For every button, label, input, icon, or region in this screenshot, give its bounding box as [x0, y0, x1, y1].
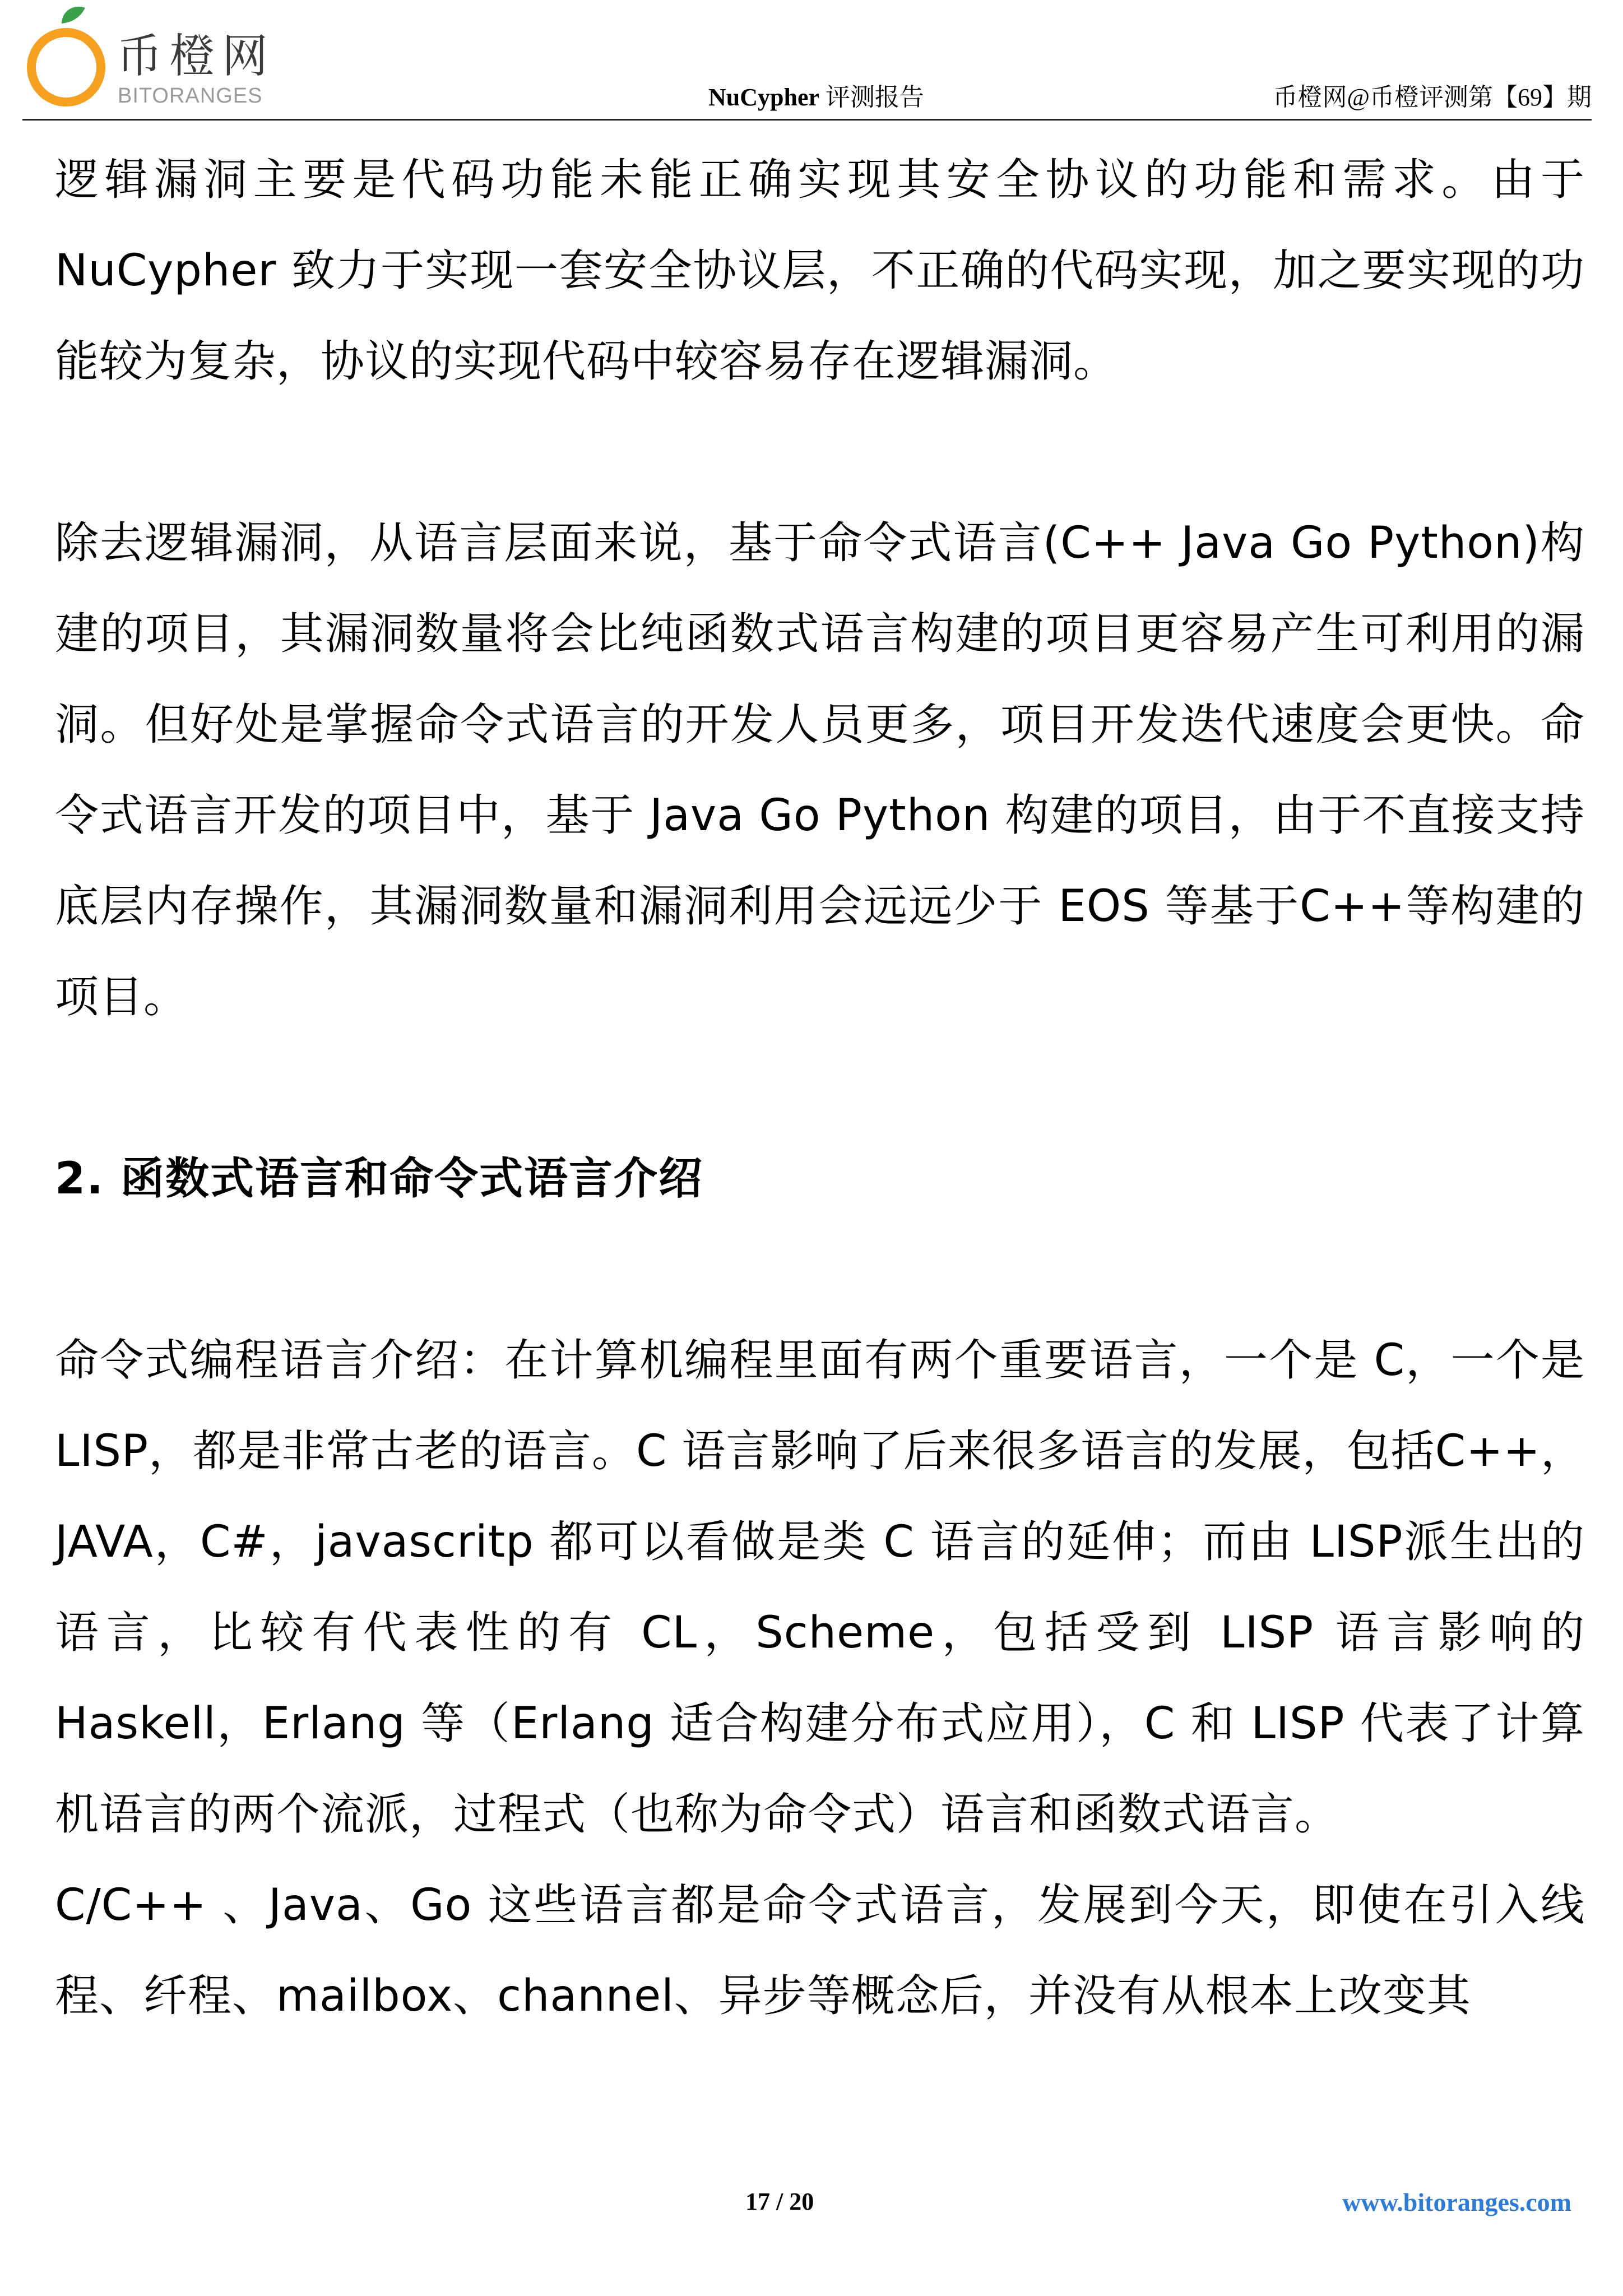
paragraph-logic-bugs: 逻辑漏洞主要是代码功能未能正确实现其安全协议的功能和需求。由于 NuCypher 致力于实现一套安全协议层，不正确的代码实现，加之要实现的功能较为复杂，协议的实现代码中较容易存在逻辑漏洞。	[55, 155, 1585, 387]
bitoranges-logo	[22, 0, 286, 121]
section-heading: 2. 函数式语言和命令式语言介绍	[55, 1154, 704, 1204]
orange-logo-icon	[22, 0, 118, 121]
paragraph-language-level: 除去逻辑漏洞，从语言层面来说，基于命令式语言(C++ Java Go Python)构建的项目，其漏洞数量将会比纯函数式语言构建的项目更容易产生可利用的漏洞。但好处是掌握命令式语言的开发人员更多，项目开发迭代速度会更快。命令式语言开发的项目中，基于 Java Go Python 构建的项目，由于不直接支持底层内存操作，其漏洞数量和漏洞利用会远远少于 EOS 等基于C++等构建的项目。	[55, 518, 1585, 1022]
document-title	[708, 85, 924, 110]
issue-label: 币橙网@币橙评测第【69】期	[1273, 84, 1592, 111]
header-divider	[22, 119, 1592, 121]
page-number: 17 / 20	[745, 2188, 814, 2215]
paragraph-gap	[55, 407, 1585, 498]
paragraph-imperative-languages: C/C++ 、Java、Go 这些语言都是命令式语言，发展到今天，即使在引入线程、纤程、mailbox、channel、异步等概念后，并没有从根本上改变其	[55, 1880, 1585, 2021]
logo-text-cn: 币橙网	[117, 30, 275, 83]
page-header	[22, 0, 1592, 121]
paragraph-gap	[55, 1043, 1585, 1133]
website-link[interactable]: www.bitoranges.com	[1342, 2188, 1571, 2216]
document-title-cn: 评测报告	[819, 84, 925, 111]
document-title-en: NuCypher	[708, 84, 820, 111]
logo-text-en: BITORANGES	[118, 84, 263, 108]
page-content	[55, 135, 1585, 2042]
paragraph-imperative-intro: 命令式编程语言介绍：在计算机编程里面有两个重要语言，一个是 C，一个是 LISP，都是非常古老的语言。C 语言影响了后来很多语言的发展，包括C++，JAVA，C#，javascritp 都可以看做是类 C 语言的延伸；而由 LISP派生出的语言，比较有代表性的有 CL，Scheme，包括受到 LISP 语言影响的 Haskell，Erlang 等（Erlang 适合构建分布式应用），C 和 LISP 代表了计算机语言的两个流派，过程式（也称为命令式）语言和函数式语言。	[55, 1335, 1585, 1840]
paragraph-gap	[55, 1224, 1585, 1315]
